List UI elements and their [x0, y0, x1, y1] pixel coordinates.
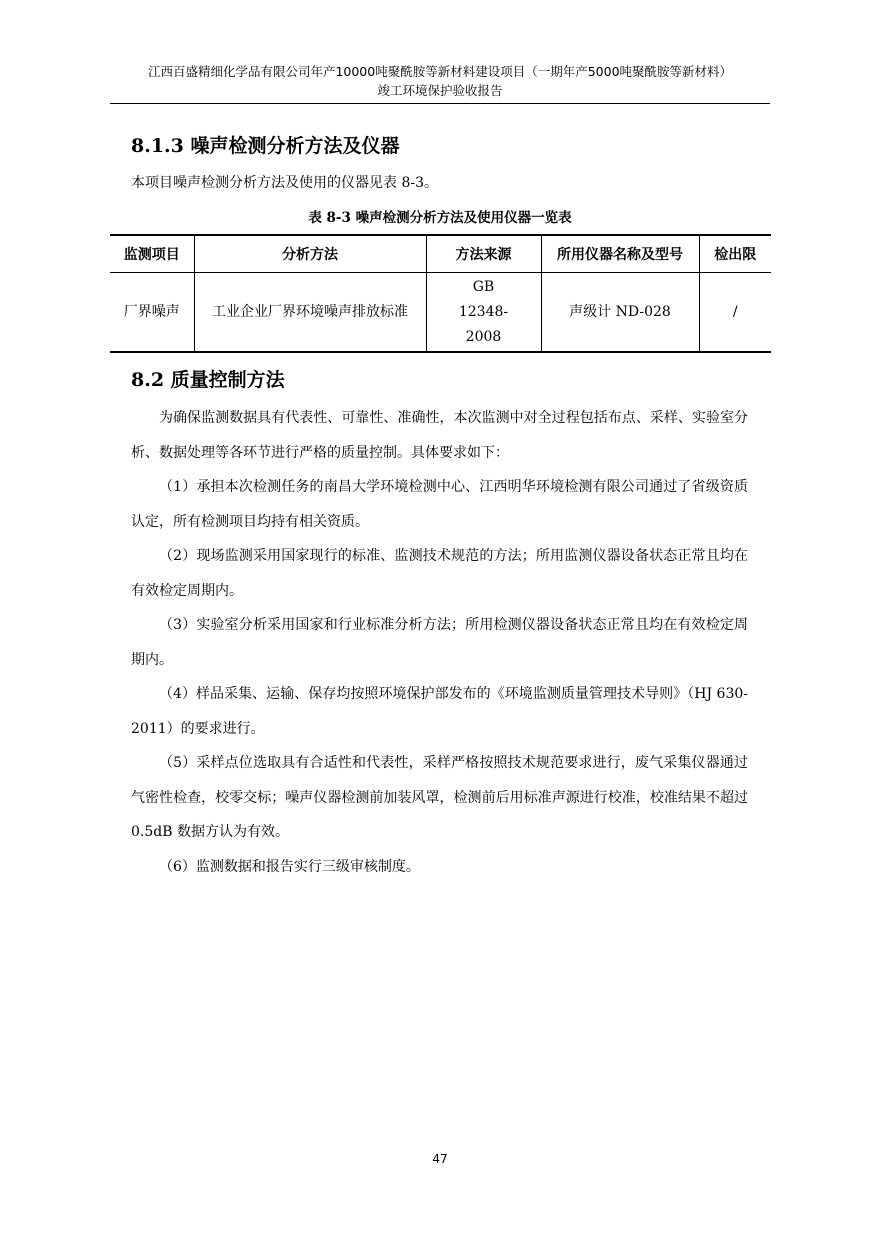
- quality-control-item-6: （6）监测数据和报告实行三级审核制度。: [159, 858, 420, 875]
- quality-control-body: [131, 401, 748, 884]
- header-title-line-2: 竣工环境保护验收报告: [377, 83, 503, 98]
- noise-methods-table: [110, 234, 771, 353]
- page-number: 47: [432, 1152, 448, 1166]
- cell-source: GB 12348-2008: [426, 273, 541, 353]
- quality-control-item-4: （4）样品采集、运输、保存均按照环境保护部发布的《环境监测质量管理技术导则》（HJ 630-2011）的要求进行。: [131, 686, 748, 737]
- column-header-detection-limit: 检出限: [699, 235, 771, 273]
- quality-control-intro: 为确保监测数据具有代表性、可靠性、准确性，本次监测中对全过程包括布点、采样、实验室分析、数据处理等各环节进行严格的质量控制。具体要求如下：: [131, 410, 748, 461]
- header-divider: [110, 103, 770, 104]
- quality-control-item-5: （5）采样点位选取具有合适性和代表性，采样严格按照技术规范要求进行，废气采集仪器通过气密性检查，校零交标；噪声仪器检测前加装风罩，检测前后用标准声源进行校准，校准结果不超过 0.5dB 数据方认为有效。: [131, 755, 748, 840]
- page-header: [100, 62, 780, 100]
- cell-instrument: 声级计 ND-028: [541, 273, 699, 353]
- column-header-instrument: 所用仪器名称及型号: [541, 235, 699, 273]
- section-8-1-3-intro: 本项目噪声检测分析方法及使用的仪器见表 8-3。: [131, 175, 438, 191]
- quality-control-item-1: （1）承担本次检测任务的南昌大学环境检测中心、江西明华环境检测有限公司通过了省级资质认定，所有检测项目均持有相关资质。: [131, 479, 748, 530]
- header-title-line-1: 江西百盛精细化学品有限公司年产10000吨聚酰胺等新材料建设项目（一期年产5000吨聚酰胺等新材料）: [147, 64, 733, 79]
- table-row: [110, 273, 771, 353]
- cell-item: 厂界噪声: [110, 273, 194, 353]
- table-header-row: [110, 235, 771, 273]
- cell-detection-limit: /: [699, 273, 771, 353]
- section-8-2-heading: 8.2 质量控制方法: [131, 369, 285, 391]
- table-8-3-title: 表 8-3 噪声检测分析方法及使用仪器一览表: [308, 210, 572, 226]
- column-header-method: 分析方法: [194, 235, 426, 273]
- section-8-1-3-heading: 8.1.3 噪声检测分析方法及仪器: [131, 135, 400, 157]
- quality-control-item-2: （2）现场监测采用国家现行的标准、监测技术规范的方法；所用监测仪器设备状态正常且均在有效检定周期内。: [131, 548, 748, 599]
- column-header-source: 方法来源: [426, 235, 541, 273]
- column-header-item: 监测项目: [110, 235, 194, 273]
- cell-method: 工业企业厂界环境噪声排放标准: [194, 273, 426, 353]
- quality-control-item-3: （3）实验室分析采用国家和行业标准分析方法；所用检测仪器设备状态正常且均在有效检定周期内。: [131, 617, 748, 668]
